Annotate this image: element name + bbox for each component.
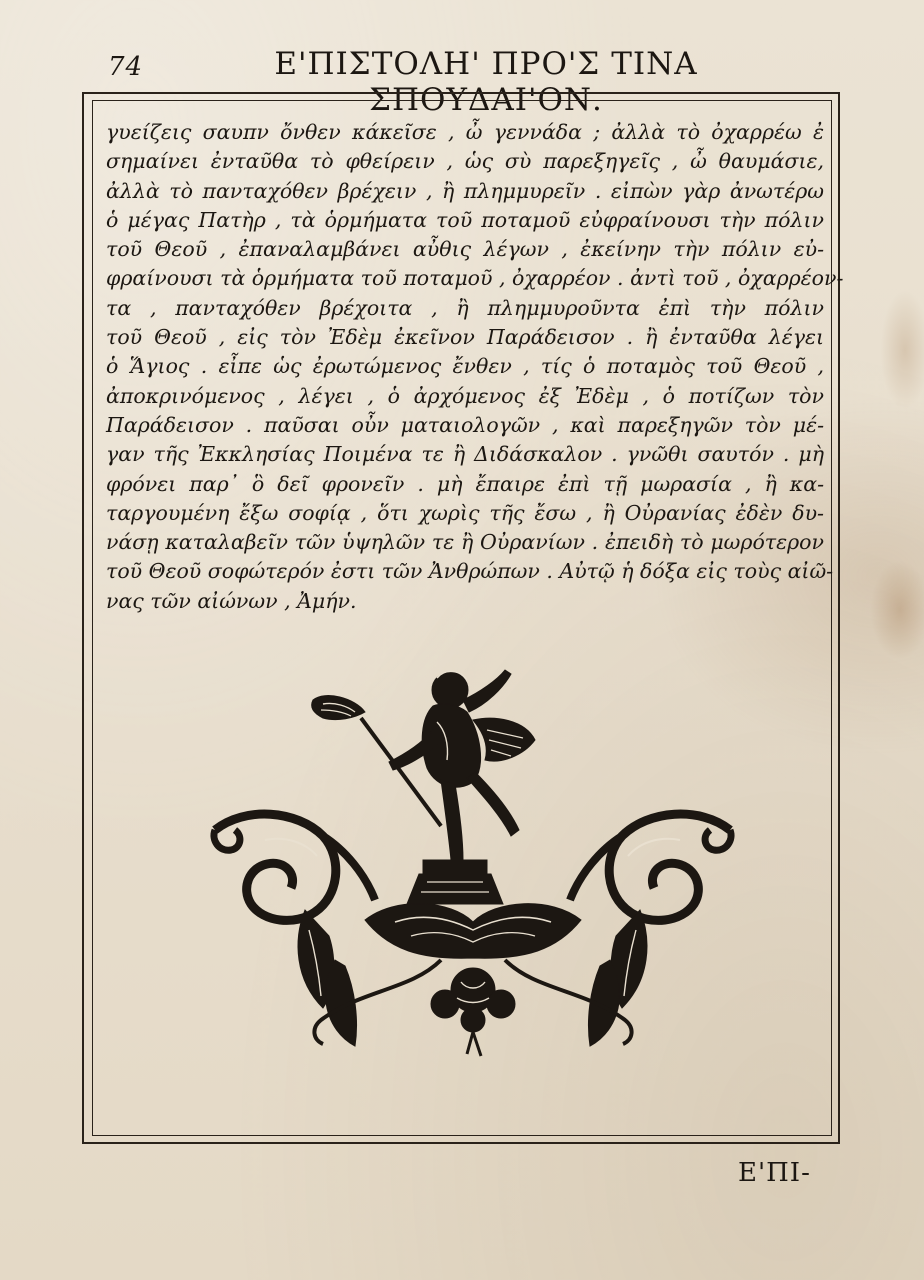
paper-stain xyxy=(880,290,924,410)
text-line: σημαίνει ἐνταῦθα τὸ φθείρειν , ὡς σὺ παρεξηγεῖς , ὦ θαυμάσιε, xyxy=(106,149,824,174)
text-line: φραίνουσι τὰ ὁρμήματα τοῦ ποταμοῦ , ὀχαρρέον . ἀντὶ τοῦ , ὀχαρρέον- xyxy=(106,266,844,291)
paper-stain xyxy=(870,560,924,660)
page-header xyxy=(0,42,924,118)
text-line: φρόνει παρ᾽ ὃ δεῖ φρονεῖν . μὴ ἔπαιρε ἐπὶ τῇ μωρασία , ἢ κα- xyxy=(106,471,824,496)
text-line: γυείζεις σαυπν ὄνθεν κάκεῖσε , ὦ γεννάδα ; ἀλλὰ τὸ ὀχαρρέω ἐ xyxy=(106,120,824,144)
running-title: Ε'ΠΙΣΤΟΛΗ' ΠΡΟ'Σ ΤΙΝΑ ΣΠΟΥΔΑΙ'ΟΝ. xyxy=(274,46,698,118)
text-line: Παράδεισον . παῦσαι οὖν ματαιολογῶν , καὶ παρεξηγῶν τὸν μέ- xyxy=(106,412,824,437)
text-line: ἀποκρινόμενος , λέγει , ὁ ἀρχόμενος ἐξ Ἐδὲμ , ὁ ποτίζων τὸν xyxy=(106,383,824,408)
text-line: τα , πανταχόθεν βρέχοιτα , ἢ πλημμυροῦντα ἐπὶ τὴν πόλιν xyxy=(106,295,824,320)
text-line: νάσῃ καταλαβεῖν τῶν ὑψηλῶν τε ἢ Οὐρανίων . ἐπειδὴ τὸ μωρότερον xyxy=(106,530,824,555)
text-line: τοῦ Θεοῦ , εἰς τὸν Ἐδὲμ ἐκεῖνον Παράδεισον . ἢ ἐνταῦθα λέγει xyxy=(106,325,824,350)
catchword: Ε'ΠΙ- xyxy=(738,1158,811,1188)
text-line: γαν τῆς Ἐκκλησίας Ποιμένα τε ἢ Διδάσκαλον . γνῶθι σαυτόν . μὴ xyxy=(106,442,824,467)
text-line: τοῦ Θεοῦ σοφώτερόν ἐστι τῶν Ἀνθρώπων . Αὐτῷ ἡ δόξα εἰς τοὺς αἰῶ- xyxy=(106,559,834,584)
text-line: ὁ Ἅγιος . εἶπε ὡς ἐρωτώμενος ἔνθεν , τίς ὁ ποταμὸς τοῦ Θεοῦ , xyxy=(106,354,824,379)
text-line: ὁ μέγας Πατὴρ , τὰ ὁρμήματα τοῦ ποταμοῦ εὐφραίνουσι τὴν πόλιν xyxy=(106,207,824,232)
text-line: τοῦ Θεοῦ , ἐπαναλαμβάνει αὖθις λέγων , ἐκείνην τὴν πόλιν εὐ- xyxy=(106,237,824,262)
body-text xyxy=(106,118,844,616)
text-line: νας τῶν αἰώνων , Ἀμήν. xyxy=(106,588,357,613)
text-line: ἀλλὰ τὸ πανταχόθεν βρέχειν , ἢ πλημμυρεῖν . εἰπὼν γὰρ ἀνωτέρω xyxy=(106,178,824,203)
cherub-ornament-icon xyxy=(205,660,740,1060)
page-number: 74 xyxy=(108,52,144,82)
text-line: ταργουμένη ἔξω σοφίᾳ , ὅτι χωρὶς τῆς ἔσω , ἢ Οὐρανίας ἐδὲν δυ- xyxy=(106,500,824,525)
